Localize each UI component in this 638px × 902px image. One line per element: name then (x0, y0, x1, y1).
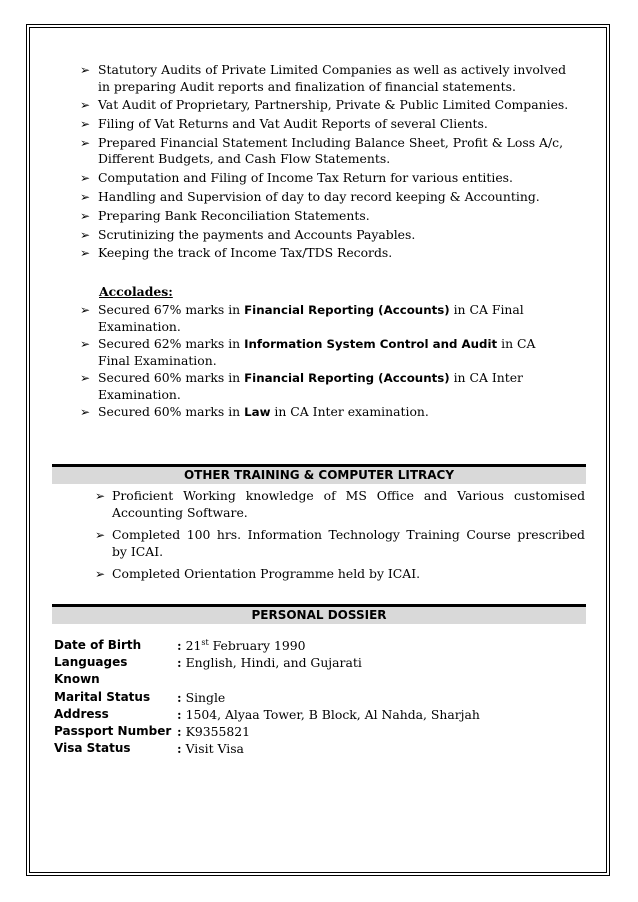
address-row: Address : 1504, Alyaa Tower, B Block, Al Nahda, Sharjah (54, 706, 480, 722)
arrow-bullet-icon: ➢ (95, 567, 106, 581)
training-section-header: OTHER TRAINING & COMPUTER LITRACY (52, 464, 586, 484)
languages-label: Languages Known (54, 655, 128, 687)
arrow-bullet-icon: ➢ (95, 528, 106, 542)
responsibilities-list (80, 62, 580, 264)
personal-dossier (54, 637, 480, 757)
languages-value: English, Hindi, and Gujarati (185, 655, 362, 671)
arrow-bullet-icon: ➢ (95, 489, 106, 503)
arrow-bullet-icon: ➢ (80, 189, 91, 204)
arrow-bullet-icon: ➢ (80, 371, 91, 385)
arrow-bullet-icon: ➢ (80, 171, 91, 186)
list-item: ➢ Scrutinizing the payments and Accounts Payables. (80, 226, 416, 242)
list-item: ➢ Filing of Vat Returns and Vat Audit Reports of several Clients. (80, 116, 488, 132)
list-item: ➢ Proficient Working knowledge of MS Office and Various customised Accounting Software. (95, 488, 585, 520)
arrow-bullet-icon: ➢ (80, 117, 91, 132)
list-item: ➢ Secured 60% marks in Law in CA Inter examination. (80, 404, 429, 419)
list-item: ➢ Secured 67% marks in Financial Reporting (Accounts) in CA Final Examination. (80, 302, 524, 334)
list-item: ➢ Preparing Bank Reconciliation Statements. (80, 207, 370, 223)
address-label: Address (54, 706, 109, 721)
arrow-bullet-icon: ➢ (80, 98, 91, 113)
marital-row: Marital Status : Single (54, 689, 226, 705)
dob-row: Date of Birth : 21st February 1990 (54, 637, 306, 653)
marital-value: Single (185, 689, 226, 705)
visa-row: Visa Status : Visit Visa (54, 741, 244, 757)
arrow-bullet-icon: ➢ (80, 63, 91, 77)
arrow-bullet-icon: ➢ (80, 405, 91, 419)
list-item: ➢ Prepared Financial Statement Including Balance Sheet, Profit & Loss A/c, Different Budgets, and Cash Flow Statements. (80, 134, 564, 167)
arrow-bullet-icon: ➢ (80, 135, 91, 150)
address-value: 1504, Alyaa Tower, B Block, Al Nahda, Sharjah (185, 706, 480, 722)
training-list (95, 488, 585, 589)
list-item: ➢ Secured 60% marks in Financial Reporting (Accounts) in CA Inter Examination. (80, 370, 523, 402)
arrow-bullet-icon: ➢ (80, 337, 91, 351)
list-item: ➢ Keeping the track of Income Tax/TDS Records. (80, 245, 393, 261)
list-item: ➢ Completed 100 hrs. Information Technology Training Course prescribed by ICAI. (95, 527, 585, 559)
list-item: ➢ Handling and Supervision of day to day record keeping & Accounting. (80, 188, 540, 204)
dob-label: Date of Birth (54, 638, 142, 652)
languages-row: Languages Known : English, Hindi, and Gujarati (54, 654, 480, 688)
accolades-list (80, 302, 550, 422)
marital-label: Marital Status (54, 689, 151, 704)
list-item: ➢ Completed Orientation Programme held by ICAI. (95, 566, 421, 581)
visa-value: Visit Visa (185, 741, 244, 757)
dossier-section-header: PERSONAL DOSSIER (52, 604, 586, 624)
arrow-bullet-icon: ➢ (80, 208, 91, 223)
dob-value: 21st February 1990 (185, 637, 306, 653)
passport-row: Passport Number : K9355821 (54, 724, 251, 740)
passport-value: K9355821 (185, 724, 251, 740)
list-item: ➢ Secured 62% marks in Information System Control and Audit in CA Final Examination. (80, 336, 536, 368)
list-item: ➢ Statutory Audits of Private Limited Companies as well as actively involved in preparing Audit reports and finalization of financial statements. (80, 62, 567, 94)
arrow-bullet-icon: ➢ (80, 246, 91, 261)
arrow-bullet-icon: ➢ (80, 227, 91, 242)
list-item: ➢ Vat Audit of Proprietary, Partnership, Private & Public Limited Companies. (80, 97, 569, 113)
accolades-heading: Accolades: (99, 284, 173, 299)
visa-label: Visa Status (54, 741, 131, 756)
list-item: ➢ Computation and Filing of Income Tax Return for various entities. (80, 170, 513, 186)
arrow-bullet-icon: ➢ (80, 303, 91, 317)
passport-label: Passport Number (54, 724, 172, 739)
